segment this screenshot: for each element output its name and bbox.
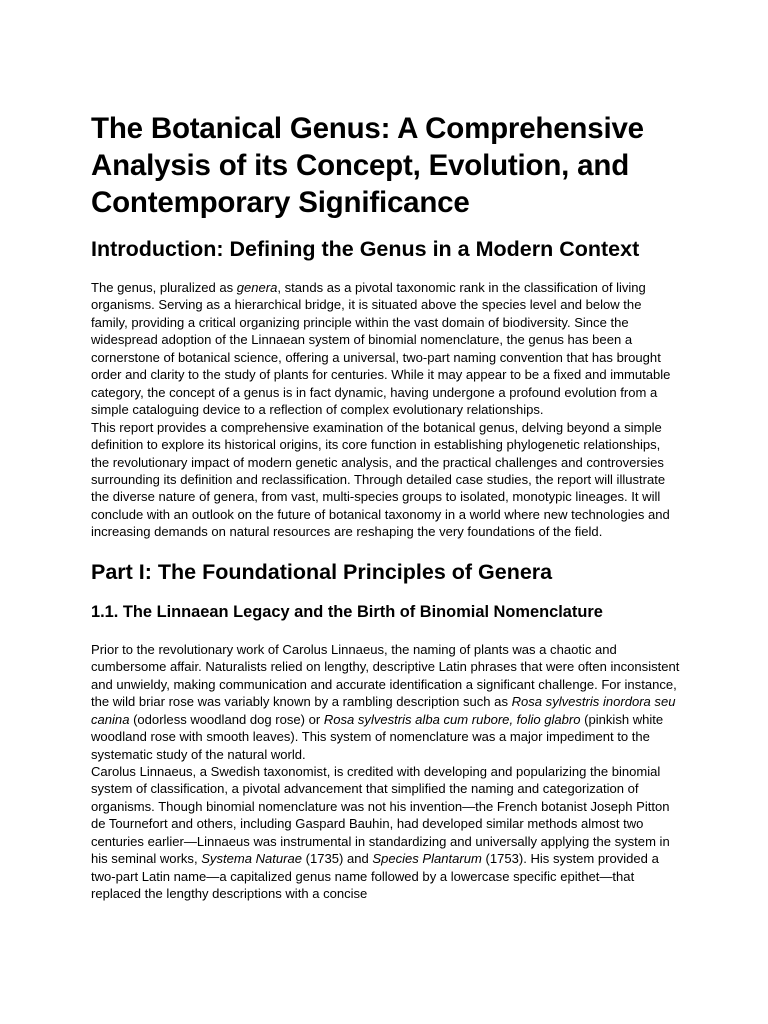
text-run: (odorless woodland dog rose) or	[129, 711, 324, 727]
section-1-1-paragraph-1	[91, 641, 681, 763]
text-run: (1735) and	[302, 851, 373, 867]
italic-term: genera	[236, 280, 278, 295]
introduction-paragraph-1	[91, 279, 681, 419]
introduction-paragraph-2: This report provides a comprehensive examination of the botanical genus, delving beyond a simple definition to explore its historical origins, its core function in establishing phylogenetic relationships, the revolutionary impact of modern genetic analysis, and the practical challenges and controversies surrounding its definition and reclassification. Through detailed case studies, the report will illustrate the diverse nature of genera, from vast, multi-species groups to isolated, monotypic lineages. It will conclude with an outlook on the future of botanical taxonomy in a world where new technologies and increasing demands on natural resources are reshaping the very foundations of the field.	[91, 419, 670, 540]
italic-work-title: Systema Naturae	[201, 851, 303, 867]
text-run: (pinkish white woodland rose with smooth leaves). This system of nomenclature was a major impediment to the systematic study of the natural world.	[91, 711, 664, 762]
text-run: Carolus Linnaeus, a Swedish taxonomist, is credited with developing and popularizing the binomial system of classification, a pivotal advancement that simplified the naming and categorization of organisms. Though binomial nomenclature was not his invention—the French botanist Joseph Pitton de Tournefort and others, including Gaspard Bauhin, had developed similar methods almost two centuries earlier—Linnaeus was instrumental in standardizing and universally applying the system in his seminal works,	[91, 763, 670, 867]
italic-latin-name: Rosa sylvestris alba cum rubore, folio glabro	[323, 711, 581, 727]
document-page	[91, 110, 681, 903]
italic-latin-name: Rosa sylvestris inordora seu canina	[91, 694, 676, 727]
text-run: The genus, pluralized as	[91, 280, 237, 295]
part-1-heading: Part I: The Foundational Principles of Genera	[91, 559, 553, 584]
italic-work-title: Species Plantarum	[372, 851, 482, 867]
section-1-1-heading: 1.1. The Linnaean Legacy and the Birth of Binomial Nomenclature	[91, 602, 603, 621]
text-run: Prior to the revolutionary work of Carolus Linnaeus, the naming of plants was a chaotic and cumbersome affair. Naturalists relied on lengthy, descriptive Latin phrases that were often inconsistent and unwieldy, making communication and accurate identification a significant challenge. For instance, the wild briar rose was variably known by a rambling description such as	[91, 641, 680, 710]
section-1-1-paragraph-2	[91, 763, 681, 903]
document-title: The Botanical Genus: A Comprehensive Analysis of its Concept, Evolution, and Contemporary Significance	[91, 112, 644, 219]
introduction-heading: Introduction: Defining the Genus in a Modern Context	[91, 237, 640, 261]
text-run: (1753). His system provided a two-part Latin name—a capitalized genus name followed by a lowercase specific epithet—that replaced the lengthy descriptions with a concise	[91, 851, 659, 902]
text-run: , stands as a pivotal taxonomic rank in the classification of living organisms. Serving as a hierarchical bridge, it is situated above the species level and below the family, providing a critical organizing principle within the vast domain of biodiversity. Since the widespread adoption of the Linnaean system of binomial nomenclature, the genus has been a cornerstone of botanical science, offering a universal, two-part naming convention that has brought order and clarity to the study of plants for centuries. While it may appear to be a fixed and immutable category, the concept of a genus is in fact dynamic, having undergone a profound evolution from a simple cataloguing device to a reflection of complex evolutionary relationships.	[91, 280, 671, 418]
